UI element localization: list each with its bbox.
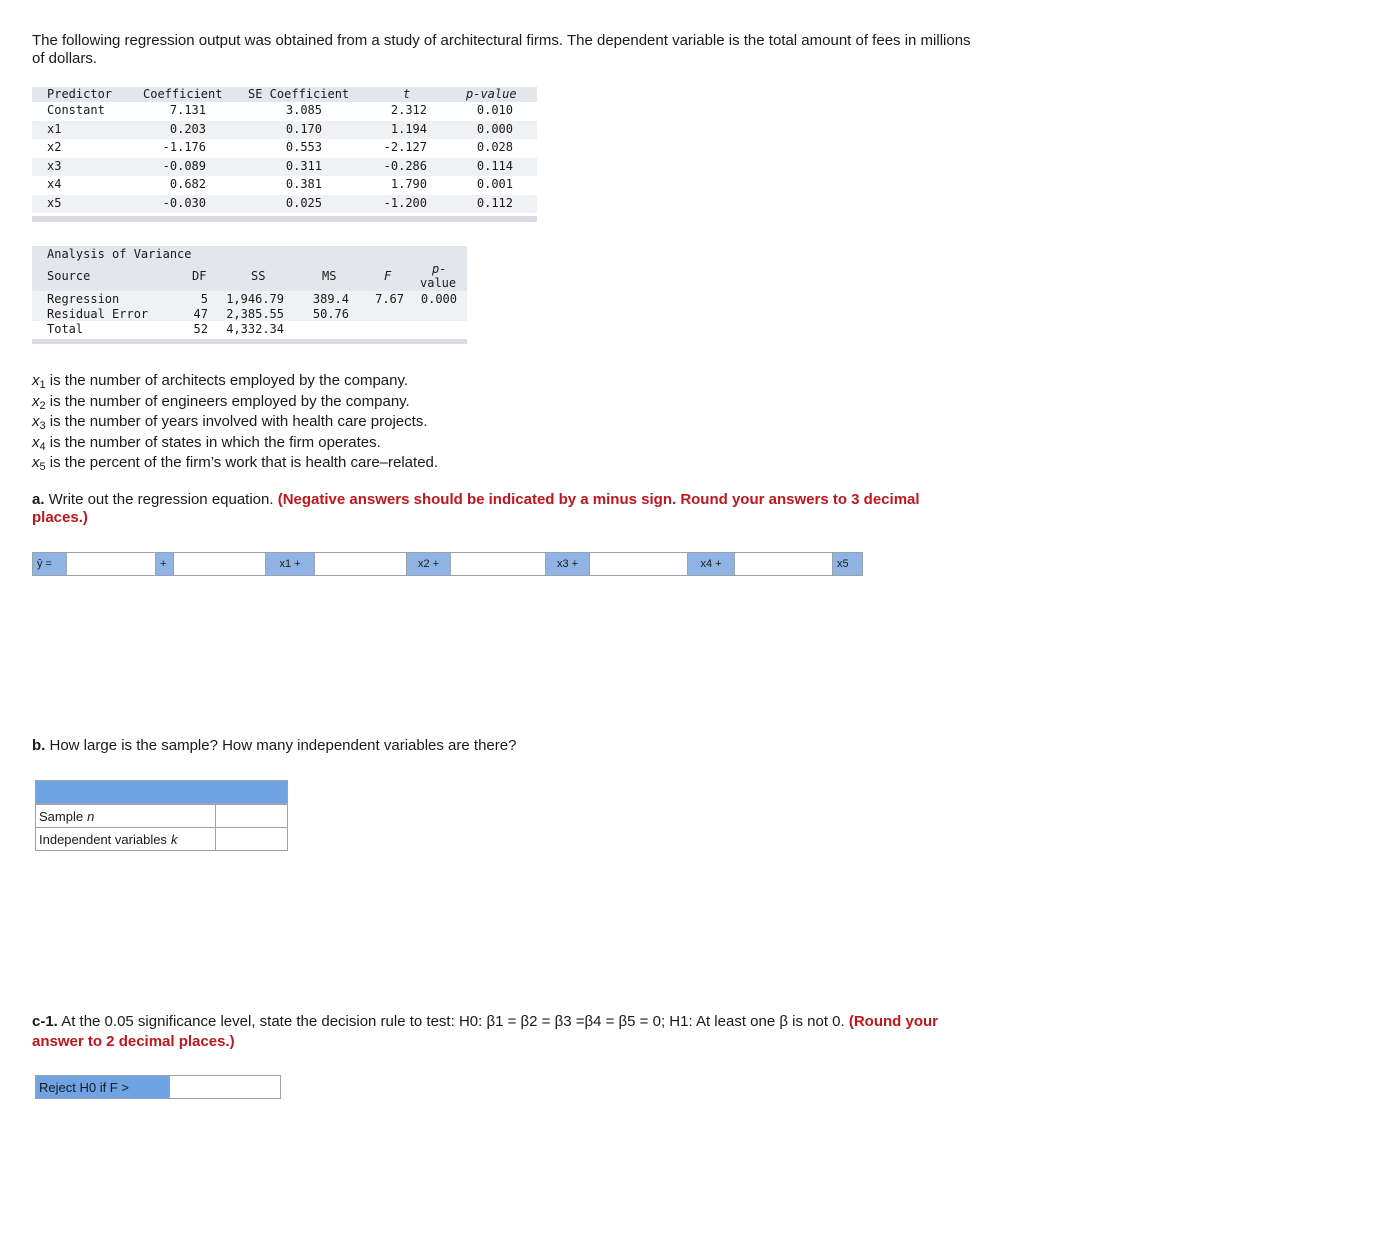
sample-n-label: Sample n bbox=[36, 805, 216, 827]
se-value: 0.170 bbox=[285, 121, 322, 136]
p-value: 0.001 bbox=[476, 177, 513, 191]
regression-equation-row bbox=[32, 552, 863, 576]
header-p: p- bbox=[432, 262, 447, 276]
reject-rule-label: Reject H0 if F > bbox=[36, 1076, 170, 1098]
p-value: 0.000 bbox=[420, 292, 457, 306]
predictor-name: Constant bbox=[47, 103, 105, 117]
predictor-name: x5 bbox=[47, 195, 62, 210]
table-row bbox=[32, 176, 537, 195]
p-value: 0.114 bbox=[476, 158, 513, 173]
critical-f-input[interactable] bbox=[170, 1076, 280, 1098]
table-divider bbox=[32, 339, 467, 344]
t-value: -2.127 bbox=[383, 140, 427, 154]
header-t: t bbox=[403, 87, 411, 101]
b1-input[interactable] bbox=[173, 553, 266, 575]
source-name: Residual Error bbox=[47, 307, 149, 321]
independent-k-row bbox=[36, 827, 287, 850]
header-df: DF bbox=[192, 269, 207, 283]
se-value: 3.085 bbox=[285, 103, 322, 117]
source-name: Total bbox=[47, 322, 84, 336]
t-value: -0.286 bbox=[383, 158, 427, 173]
table-row bbox=[32, 291, 467, 306]
header-source: Source bbox=[47, 269, 91, 283]
intro-text: The following regression output was obtained from a study of architectural firms. The dependent variable is the total amount of fees in millions of dollars. bbox=[32, 32, 971, 67]
x3-label: x3 + bbox=[546, 553, 589, 575]
sample-n-input[interactable] bbox=[216, 805, 287, 827]
df-value: 47 bbox=[193, 307, 208, 321]
table-row bbox=[32, 121, 537, 140]
table-row bbox=[32, 321, 467, 336]
regression-header bbox=[32, 87, 537, 102]
predictor-name: x4 bbox=[47, 177, 62, 191]
p-value: 0.028 bbox=[476, 140, 513, 154]
ss-value: 4,332.34 bbox=[226, 322, 284, 336]
b2-input[interactable] bbox=[314, 553, 407, 575]
part-c1-question: c-1. At the 0.05 significance level, state the decision rule to test: H0: β1 = β2 = β3 =β4 = β5 = 0; H1: At least one β is not 0. (Round your answer to 2 decimal places.) bbox=[32, 1013, 939, 1050]
se-value: 0.553 bbox=[285, 140, 322, 154]
table-row bbox=[32, 102, 537, 121]
x2-label: x2 + bbox=[407, 553, 450, 575]
reject-rule-row bbox=[35, 1075, 281, 1099]
x1-label: x1 + bbox=[266, 553, 314, 575]
source-name: Regression bbox=[47, 292, 120, 306]
regression-table bbox=[32, 87, 537, 222]
se-value: 0.025 bbox=[285, 195, 322, 210]
table-row bbox=[32, 306, 467, 321]
f-value: 7.67 bbox=[375, 292, 404, 306]
t-value: 1.194 bbox=[390, 121, 427, 136]
definition-x1: $x_1$ is the number of architects employed by the company. bbox=[32, 372, 409, 391]
constant-input[interactable] bbox=[66, 553, 156, 575]
anova-header bbox=[32, 246, 467, 291]
definition-x4: $x_4$ is the number of states in which the firm operates. bbox=[32, 433, 381, 453]
table-row bbox=[32, 195, 537, 214]
definition-x2: $x_2$ is the number of engineers employed by the company. bbox=[32, 392, 410, 412]
t-value: 1.790 bbox=[390, 177, 427, 191]
x5-label: x5 bbox=[833, 553, 862, 575]
table-divider bbox=[32, 216, 537, 222]
sample-table bbox=[35, 780, 288, 851]
table-row bbox=[32, 158, 537, 177]
anova-title: Analysis of Variance bbox=[47, 247, 192, 261]
sample-n-row bbox=[36, 804, 287, 827]
independent-k-input[interactable] bbox=[216, 828, 287, 850]
ms-value: 389.4 bbox=[312, 292, 349, 306]
p-value: 0.000 bbox=[476, 121, 513, 136]
b5-input[interactable] bbox=[734, 553, 833, 575]
coefficient-value: -0.089 bbox=[162, 158, 206, 173]
predictor-name: x1 bbox=[47, 121, 62, 136]
t-value: -1.200 bbox=[383, 195, 427, 210]
coefficient-value: -1.176 bbox=[162, 140, 206, 154]
independent-k-label: Independent variables k bbox=[36, 828, 216, 850]
coefficient-value: 7.131 bbox=[169, 103, 206, 117]
b4-input[interactable] bbox=[589, 553, 688, 575]
sample-table-header bbox=[36, 781, 287, 804]
table-row bbox=[32, 139, 537, 158]
coefficient-value: -0.030 bbox=[162, 195, 206, 210]
df-value: 52 bbox=[193, 322, 208, 336]
definition-x5: $x_5$ is the percent of the firm’s work that is health care–related. bbox=[32, 454, 439, 473]
coefficient-value: 0.203 bbox=[169, 121, 206, 136]
predictor-name: x2 bbox=[47, 140, 62, 154]
t-value: 2.312 bbox=[390, 103, 427, 117]
se-value: 0.381 bbox=[285, 177, 322, 191]
coefficient-value: 0.682 bbox=[169, 177, 206, 191]
header-pvalue: p-value bbox=[466, 87, 517, 101]
header-ms: MS bbox=[322, 269, 337, 283]
ms-value: 50.76 bbox=[312, 307, 349, 321]
plus-label: + bbox=[156, 553, 173, 575]
p-value: 0.010 bbox=[476, 103, 513, 117]
ss-value: 2,385.55 bbox=[226, 307, 284, 321]
b3-input[interactable] bbox=[450, 553, 546, 575]
header-value: value bbox=[420, 276, 457, 290]
header-se: SE Coefficient bbox=[248, 87, 350, 101]
header-predictor: Predictor bbox=[47, 87, 113, 101]
part-a-question: a. Write out the regression equation. (Negative answers should be indicated by a minus sign. Round your answers to 3 decimal places.) bbox=[32, 491, 920, 526]
header-ss: SS bbox=[251, 269, 266, 283]
definitions bbox=[32, 371, 438, 474]
p-value: 0.112 bbox=[476, 195, 513, 210]
predictor-name: x3 bbox=[47, 158, 62, 173]
anova-table bbox=[32, 246, 467, 344]
x4-label: x4 + bbox=[688, 553, 734, 575]
part-b-question: b. How large is the sample? How many independent variables are there? bbox=[32, 737, 517, 754]
y-hat-label: ŷ = bbox=[33, 553, 66, 575]
se-value: 0.311 bbox=[285, 158, 322, 173]
definition-x3: $x_3$ is the number of years involved with health care projects. bbox=[32, 413, 428, 432]
df-value: 5 bbox=[200, 292, 208, 306]
header-f: F bbox=[384, 269, 392, 283]
header-coefficient: Coefficient bbox=[143, 87, 223, 101]
ss-value: 1,946.79 bbox=[226, 292, 284, 306]
